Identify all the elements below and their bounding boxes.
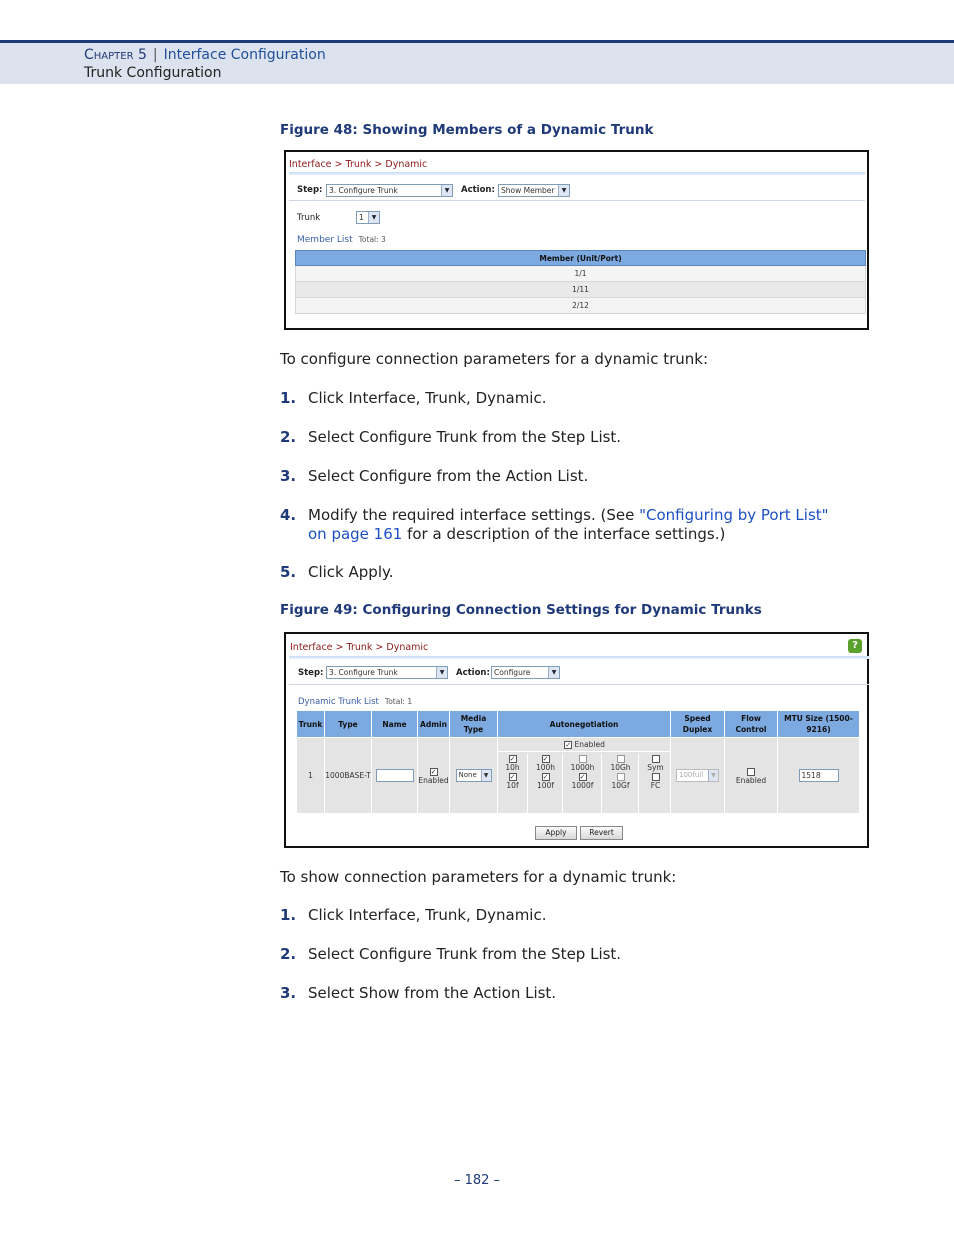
cap-10f-checkbox[interactable]: ✓ [509,773,516,781]
cell-autonegotiation [498,738,671,814]
cap-100: ✓ 100h ✓ 100f [529,754,563,814]
cap-1000f-checkbox[interactable]: ✓ [579,773,586,781]
cap-sym-fc: Sym FC [640,754,671,814]
col-speed-duplex: Speed Duplex [671,711,725,738]
section-title: Trunk Configuration [84,65,222,81]
trunk-label: Trunk [297,213,321,223]
col-name: Name [372,711,418,738]
chevron-down-icon: ▼ [558,185,569,196]
chevron-down-icon: ▼ [548,667,559,678]
autoneg-enable-row [498,738,671,752]
figure-49-caption: Figure 49: Configuring Connection Settings for Dynamic Trunks [280,602,762,618]
chevron-down-icon: ▼ [481,770,491,781]
figure-48-caption: Figure 48: Showing Members of a Dynamic Trunk [280,122,654,138]
admin-enabled-label: Enabled [418,775,449,785]
autoneg-checkbox[interactable]: ✓ [565,741,572,749]
cap-10gh-checkbox[interactable] [617,755,625,763]
cell-speed-duplex [671,738,725,814]
chevron-down-icon: ▼ [368,212,379,223]
step-item: 1. Click Interface, Trunk, Dynamic. [280,906,547,924]
help-icon[interactable]: ? [848,639,862,653]
name-input[interactable] [376,769,414,782]
table-row [297,738,860,814]
speed-duplex-select[interactable]: 100full ▼ [676,769,719,782]
member-list-title: Member List Total: 3 [297,235,386,245]
step-item: 2. Select Configure Trunk from the Step List. [280,945,622,963]
admin-checkbox[interactable]: ✓ [430,767,437,776]
step-item: 2. Select Configure Trunk from the Step List. [280,428,622,446]
cell-type: 1000BASE-T [325,738,372,814]
trunk-select[interactable]: 1 ▼ [356,211,380,224]
member-list-total: Total: 3 [358,235,386,244]
header-separator: | [152,47,158,63]
col-flow-control: Flow Control [725,711,778,738]
cap-10gf-checkbox[interactable] [617,773,625,781]
revert-button[interactable]: Revert [580,826,623,840]
table-row: 1/1 [296,266,866,282]
cap-10: ✓ 10h ✓ 10f [498,754,528,814]
cap-1000: 1000h ✓ 1000f [564,754,602,814]
step-label: Step: [298,668,324,678]
member-table [295,250,866,314]
col-media-type: Media Type [450,711,498,738]
member-column-header: Member (Unit/Port) [296,251,866,266]
step-item: 4. Modify the required interface settings. (See "Configuring by Port List" [280,506,829,524]
cell-admin [418,738,450,814]
intro-show: To show connection parameters for a dynamic trunk: [280,868,677,886]
col-mtu-size: MTU Size (1500-9216) [778,711,860,738]
cap-fc-checkbox[interactable] [652,773,660,781]
chevron-down-icon: ▼ [441,185,452,196]
cross-reference-link[interactable]: "Configuring by Port List" [639,506,829,524]
autoneg-enabled-label: Enabled [574,740,605,749]
breadcrumb: Interface > Trunk > Dynamic [289,159,428,170]
page-number: – 182 – [453,1173,501,1188]
dynamic-trunk-list-title: Dynamic Trunk List Total: 1 [298,697,413,707]
cell-mtu [778,738,860,814]
cell-media-type [450,738,498,814]
col-autonegotiation: Autonegotiation [498,711,671,738]
divider [289,684,869,685]
action-select[interactable]: Configure ▼ [491,666,560,679]
mtu-input[interactable]: 1518 [799,769,839,782]
media-type-select[interactable]: None ▼ [456,769,492,782]
cap-10g: 10Gh 10Gf [603,754,639,814]
page-reference-link[interactable]: on page 161 [308,525,403,543]
cell-flow-control [725,738,778,814]
action-select[interactable]: Show Member ▼ [498,184,570,197]
cap-10h-checkbox[interactable]: ✓ [509,755,516,763]
intro-configure: To configure connection parameters for a dynamic trunk: [280,350,709,368]
chevron-down-icon: ▼ [436,667,447,678]
title-underline [289,172,865,175]
action-label: Action: [461,185,495,195]
step-select[interactable]: 3. Configure Trunk ▼ [326,184,453,197]
step-item: 5. Click Apply. [280,563,394,581]
chapter-label: Chapter 5 [84,47,147,63]
cap-1000h-checkbox[interactable] [579,755,587,763]
action-label: Action: [456,668,490,678]
chevron-down-icon: ▼ [708,770,718,781]
cap-100f-checkbox[interactable]: ✓ [542,773,549,781]
divider [289,200,865,201]
step-item: 3. Select Configure from the Action List. [280,467,589,485]
col-admin: Admin [418,711,450,738]
table-row: 2/12 [296,298,866,314]
step-item: 3. Select Show from the Action List. [280,984,557,1002]
step-label: Step: [297,185,323,195]
cell-trunk: 1 [297,738,325,814]
flow-enabled-label: Enabled [735,775,767,785]
title-underline [289,656,869,659]
cap-sym-checkbox[interactable] [652,755,660,763]
figure-49-screenshot [284,632,869,848]
col-type: Type [325,711,372,738]
apply-button[interactable]: Apply [535,826,577,840]
col-trunk: Trunk [297,711,325,738]
dynamic-trunk-table [296,710,860,814]
step-item: 1. Click Interface, Trunk, Dynamic. [280,389,547,407]
flow-control-checkbox[interactable] [747,768,755,776]
chapter-line [84,47,326,63]
table-row: 1/11 [296,282,866,298]
dynamic-trunk-list-total: Total: 1 [384,697,413,706]
running-header [0,40,954,84]
chapter-title: Interface Configuration [163,47,326,63]
step-select[interactable]: 3. Configure Trunk ▼ [326,666,448,679]
step-item-continuation: on page 161 for a description of the interface settings.) [308,525,726,543]
cell-name [372,738,418,814]
cap-100h-checkbox[interactable]: ✓ [542,755,549,763]
breadcrumb: Interface > Trunk > Dynamic [290,642,429,653]
figure-48-screenshot [284,150,869,330]
